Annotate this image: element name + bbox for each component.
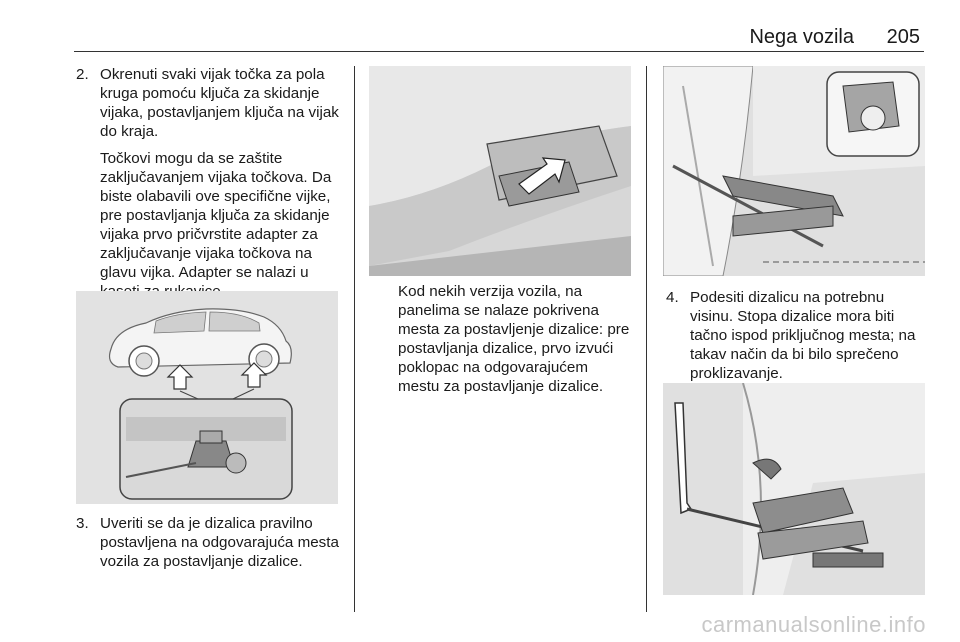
step-text: Okrenuti svaki vijak točka za pola kruga pomoću ključa za skidanje vijaka, postavljanjem ključa na vijak do kraja.: [100, 66, 339, 140]
jack-under-car-illustration: [663, 66, 925, 276]
step-text: Podesiti dizalicu na potrebnu visinu. Stopa dizalice mora biti tačno ispod priključnog mesta; na takav način da bi bilo sprečeno proklizavanje.: [690, 289, 916, 382]
figure-jack-under-car: [663, 66, 925, 276]
figure-car-jack-points: [76, 291, 338, 504]
step-number: 3.: [76, 515, 89, 532]
jack-adjust-illustration: [663, 383, 925, 595]
column-divider: [354, 66, 355, 612]
page-number: 205: [886, 26, 920, 48]
page-title: Nega vozila: [749, 26, 854, 48]
step-text: Uveriti se da je dizalica pravilno postavljena na odgovarajuća mesta vozila za postavljanje dizalice.: [100, 515, 339, 570]
step-number: 2.: [76, 66, 89, 83]
figure-jack-cover: [369, 66, 631, 276]
cover-paragraph: Kod nekih verzija vozila, na panelima se nalaze pokrivena mesta za postavljenje dizalice: pre postavljanja dizalice, prvo izvući poklopac na odgovarajućem mestu za postavljanje dizalice.: [398, 283, 630, 395]
header-rule: [74, 51, 924, 52]
step-number: 4.: [666, 289, 679, 306]
note-paragraph: Točkovi mogu da se zaštite zaključavanjem vijaka točkova. Da biste olabavili ove specifične vijke, pre postavljanja ključa za skidanje vijaka prvo pričvrstite adapter za zaključavanje vijaka točkova na glavu vijka. Adapter se nalazi u: [100, 150, 332, 281]
page-header: [74, 26, 924, 50]
watermark: carmanualsonline.info: [701, 612, 926, 637]
figure-jack-adjust: [663, 383, 925, 595]
column-divider: [646, 66, 647, 612]
jack-cover-illustration: [369, 66, 631, 276]
car-jack-illustration: [76, 291, 338, 504]
